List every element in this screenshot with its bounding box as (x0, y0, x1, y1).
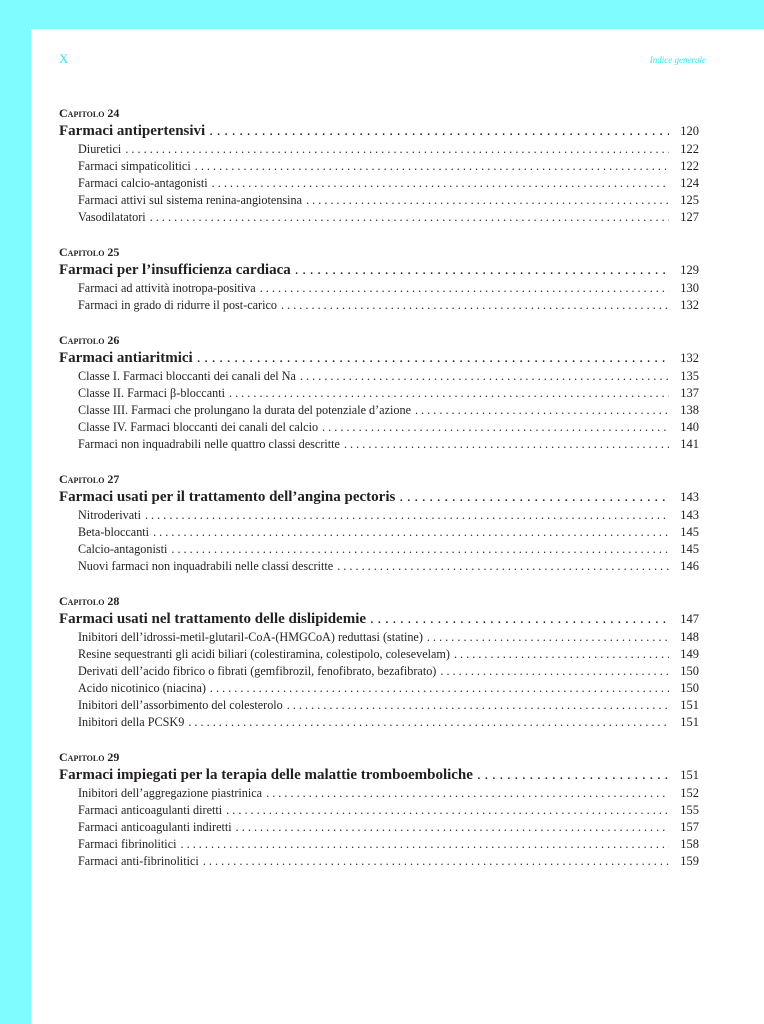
toc-entry-page: 135 (680, 369, 699, 383)
toc-entry-title: Calcio-antagonisti (78, 542, 168, 556)
toc-entry-title: Inibitori dell’idrossi-metil-glutaril-CoA-(HMGCoA) reduttasi (statine) (78, 630, 423, 644)
toc-entry-page: 138 (680, 403, 699, 417)
toc-entry-title: Farmaci ad attività inotropa-positiva (78, 281, 256, 295)
chapter-title-row-title: Farmaci antipertensivi (59, 123, 206, 139)
chapter-title-row[interactable] (59, 260, 699, 280)
toc-entry[interactable] (59, 785, 699, 802)
toc-entry[interactable] (59, 368, 699, 385)
toc-entry-title: Classe I. Farmaci bloccanti dei canali del Na (78, 369, 296, 383)
toc-entry[interactable] (59, 819, 699, 836)
toc-entry[interactable] (59, 646, 699, 663)
toc-chapter (59, 333, 699, 453)
toc-entry-page: 141 (680, 437, 699, 451)
toc-entry-title: Nuovi farmaci non inquadrabili nelle classi descritte (78, 559, 334, 573)
toc-entry-page: 143 (680, 508, 699, 522)
chapter-title-row-page: 147 (680, 612, 699, 626)
dot-leader (260, 280, 669, 297)
toc-entry-title: Derivati dell’acido fibrico o fibrati (gemfibrozil, fenofibrato, bezafibrato) (78, 664, 437, 678)
toc-entry-title: Farmaci anticoagulanti diretti (78, 803, 223, 817)
toc-entry-page: 132 (680, 298, 699, 312)
toc-entry-page: 140 (680, 420, 699, 434)
chapter-title-row[interactable] (59, 609, 699, 629)
dot-leader (153, 524, 669, 541)
dot-leader (181, 836, 670, 853)
chapter-title-row-page: 120 (680, 124, 699, 138)
toc-entry-title: Diuretici (78, 142, 122, 156)
chapter-label: Capitolo 26 (59, 333, 120, 347)
dot-leader (399, 487, 669, 507)
toc-entry-title: Classe IV. Farmaci bloccanti dei canali del calcio (78, 420, 319, 434)
dot-leader (145, 507, 669, 524)
left-color-band (0, 0, 31, 1024)
dot-leader (226, 802, 669, 819)
dot-leader (477, 765, 669, 785)
toc-entry-title: Farmaci anti-fibrinolitici (78, 854, 199, 868)
toc-entry[interactable] (59, 629, 699, 646)
toc-entry[interactable] (59, 853, 699, 870)
dot-leader (150, 209, 669, 226)
dot-leader (427, 629, 669, 646)
toc-entry-page: 149 (680, 647, 699, 661)
toc-entry[interactable] (59, 836, 699, 853)
dot-leader (171, 541, 669, 558)
dot-leader (125, 141, 669, 158)
toc-entry-page: 127 (680, 210, 699, 224)
table-of-contents (59, 106, 699, 889)
toc-entry-page: 150 (680, 681, 699, 695)
toc-entry[interactable] (59, 802, 699, 819)
chapter-label: Capitolo 27 (59, 472, 120, 486)
toc-entry[interactable] (59, 419, 699, 436)
dot-leader (197, 348, 669, 368)
chapter-title-row-title: Farmaci antiaritmici (59, 350, 193, 366)
toc-entry-page: 158 (680, 837, 699, 851)
toc-entry-page: 122 (680, 159, 699, 173)
toc-entry[interactable] (59, 436, 699, 453)
toc-entry-page: 145 (680, 525, 699, 539)
toc-entry-page: 150 (680, 664, 699, 678)
chapter-label: Capitolo 25 (59, 245, 120, 259)
dot-leader (236, 819, 669, 836)
toc-entry[interactable] (59, 280, 699, 297)
toc-entry-title: Farmaci simpaticolitici (78, 159, 191, 173)
toc-chapter (59, 594, 699, 731)
dot-leader (306, 192, 669, 209)
dot-leader (195, 158, 669, 175)
toc-entry-page: 159 (680, 854, 699, 868)
toc-entry-page: 125 (680, 193, 699, 207)
chapter-title-row-title: Farmaci impiegati per la terapia delle malattie tromboemboliche (59, 767, 473, 783)
toc-entry-title: Resine sequestranti gli acidi biliari (colestiramina, colestipolo, colesevelam) (78, 647, 450, 661)
chapter-label: Capitolo 24 (59, 106, 120, 120)
toc-entry-title: Farmaci non inquadrabili nelle quattro classi descritte (78, 437, 340, 451)
toc-entry[interactable] (59, 663, 699, 680)
toc-entry[interactable] (59, 507, 699, 524)
page-header (31, 29, 764, 106)
chapter-title-row-page: 143 (680, 490, 699, 504)
toc-entry-page: 130 (680, 281, 699, 295)
dot-leader (370, 609, 669, 629)
dot-leader (344, 436, 669, 453)
toc-entry[interactable] (59, 158, 699, 175)
chapter-label: Capitolo 29 (59, 750, 120, 764)
chapter-label: Capitolo 28 (59, 594, 120, 608)
toc-entry-title: Inibitori dell’aggregazione piastrinica (78, 786, 263, 800)
toc-chapter (59, 245, 699, 314)
dot-leader (287, 697, 669, 714)
dot-leader (212, 175, 669, 192)
toc-entry-page: 155 (680, 803, 699, 817)
toc-entry-page: 151 (680, 698, 699, 712)
toc-entry-title: Inibitori della PCSK9 (78, 715, 185, 729)
toc-chapter (59, 106, 699, 226)
dot-leader (188, 714, 669, 731)
toc-entry[interactable] (59, 680, 699, 697)
toc-entry[interactable] (59, 385, 699, 402)
toc-chapter (59, 750, 699, 870)
toc-entry-title: Farmaci anticoagulanti indiretti (78, 820, 232, 834)
dot-leader (209, 121, 669, 141)
dot-leader (337, 558, 669, 575)
toc-entry[interactable] (59, 209, 699, 226)
chapter-title-row-page: 151 (680, 768, 699, 782)
toc-entry[interactable] (59, 714, 699, 731)
toc-entry-title: Inibitori dell’assorbimento del colesterolo (78, 698, 283, 712)
toc-entry-page: 157 (680, 820, 699, 834)
page-number: X (59, 51, 69, 66)
dot-leader (300, 368, 669, 385)
toc-entry[interactable] (59, 175, 699, 192)
toc-entry-title: Classe II. Farmaci β-bloccanti (78, 386, 225, 400)
dot-leader (454, 646, 669, 663)
toc-entry-page: 151 (680, 715, 699, 729)
dot-leader (322, 419, 669, 436)
toc-entry-page: 146 (680, 559, 699, 573)
toc-entry-title: Farmaci fibrinolitici (78, 837, 177, 851)
chapter-title-row-title: Farmaci per l’insufficienza cardiaca (59, 262, 291, 278)
toc-entry-title: Classe III. Farmaci che prolungano la durata del potenziale d’azione (78, 403, 411, 417)
toc-entry-title: Farmaci attivi sul sistema renina-angiotensina (78, 193, 303, 207)
toc-entry-title: Farmaci calcio-antagonisti (78, 176, 208, 190)
toc-entry-page: 124 (680, 176, 699, 190)
toc-entry[interactable] (59, 297, 699, 314)
toc-entry-page: 152 (680, 786, 699, 800)
chapter-title-row[interactable] (59, 121, 699, 141)
top-color-band (0, 0, 764, 29)
toc-entry-page: 145 (680, 542, 699, 556)
chapter-title-row-title: Farmaci usati per il trattamento dell’angina pectoris (59, 489, 396, 505)
dot-leader (210, 680, 669, 697)
chapter-title-row-page: 129 (680, 263, 699, 277)
toc-entry-title: Beta-bloccanti (78, 525, 150, 539)
toc-entry-page: 122 (680, 142, 699, 156)
toc-entry[interactable] (59, 541, 699, 558)
dot-leader (203, 853, 669, 870)
dot-leader (415, 402, 669, 419)
chapter-title-row-title: Farmaci usati nel trattamento delle dislipidemie (59, 611, 367, 627)
chapter-title-row[interactable] (59, 348, 699, 368)
toc-chapter (59, 472, 699, 575)
running-head: Indice generale (649, 55, 706, 65)
toc-entry-page: 148 (680, 630, 699, 644)
dot-leader (229, 385, 669, 402)
dot-leader (266, 785, 669, 802)
toc-entry[interactable] (59, 524, 699, 541)
toc-entry-title: Farmaci in grado di ridurre il post-carico (78, 298, 277, 312)
toc-entry[interactable] (59, 192, 699, 209)
toc-entry[interactable] (59, 141, 699, 158)
toc-entry-title: Acido nicotinico (niacina) (78, 681, 206, 695)
dot-leader (440, 663, 669, 680)
chapter-title-row[interactable] (59, 487, 699, 507)
toc-entry[interactable] (59, 402, 699, 419)
toc-entry[interactable] (59, 558, 699, 575)
toc-entry-title: Vasodilatatori (78, 210, 146, 224)
toc-entry[interactable] (59, 697, 699, 714)
dot-leader (295, 260, 669, 280)
toc-entry-title: Nitroderivati (78, 508, 141, 522)
dot-leader (281, 297, 669, 314)
toc-entry-page: 137 (680, 386, 699, 400)
chapter-title-row-page: 132 (680, 351, 699, 365)
chapter-title-row[interactable] (59, 765, 699, 785)
